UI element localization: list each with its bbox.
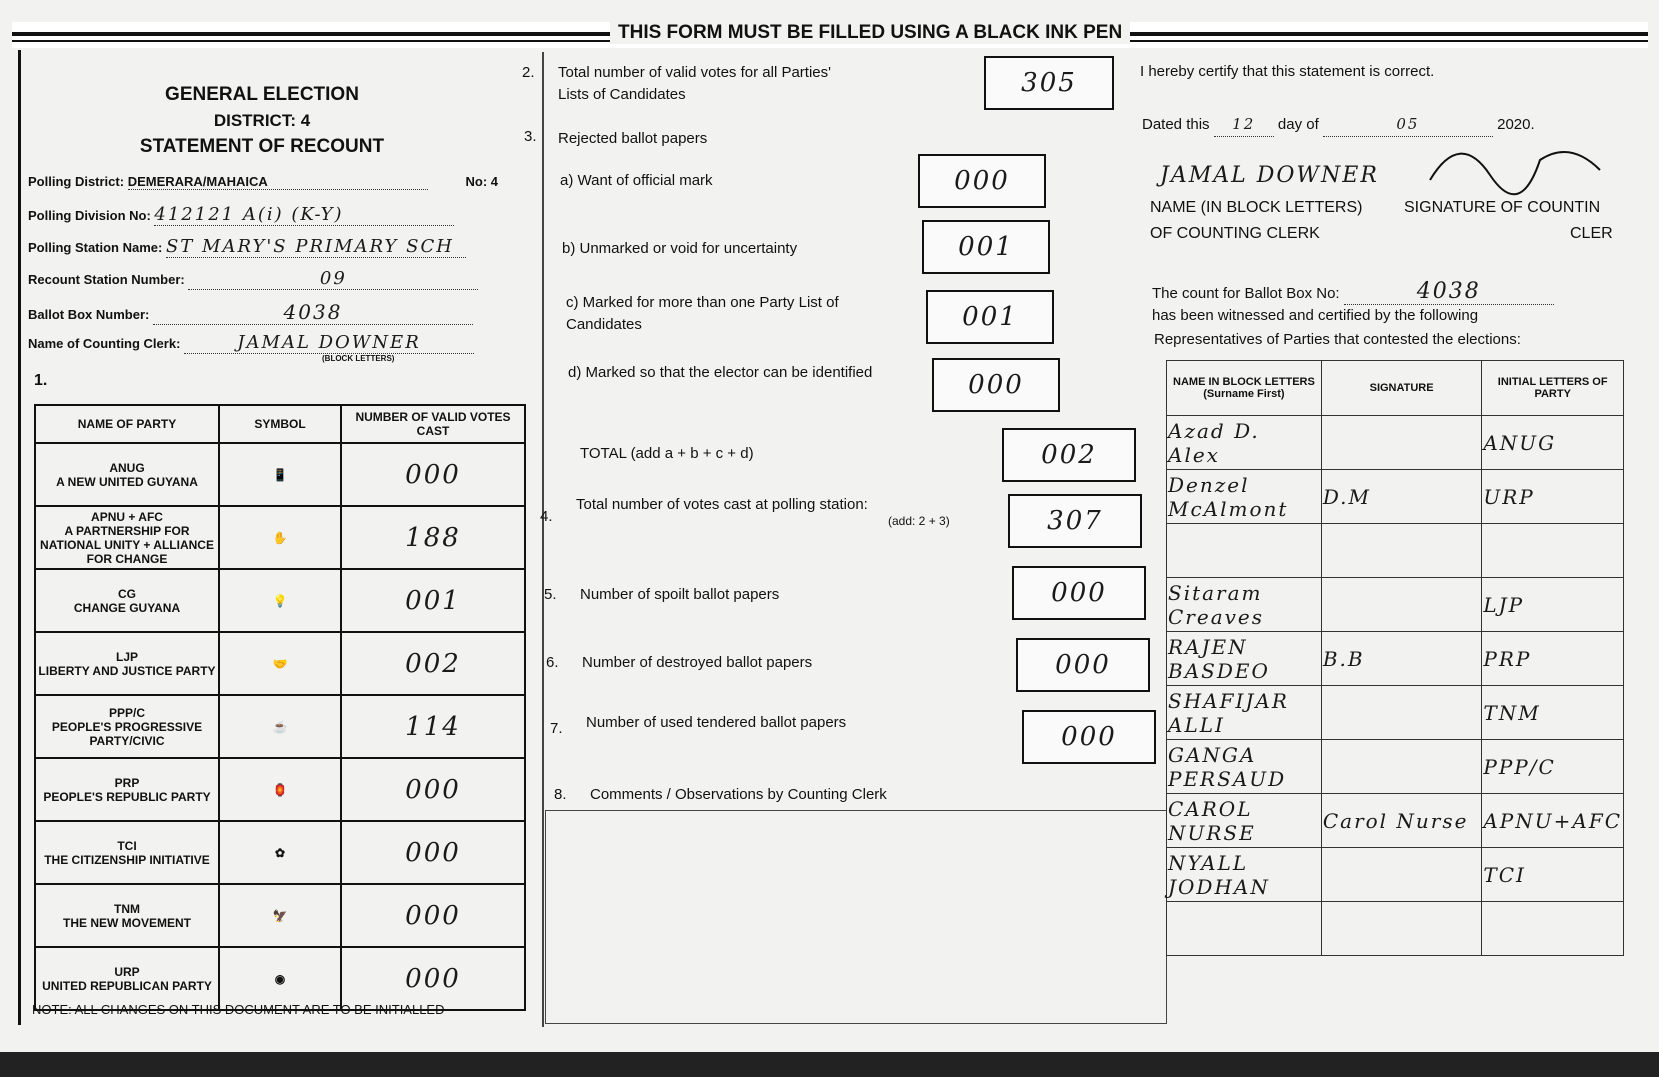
counting-clerk-value[interactable]: JAMAL DOWNER (184, 332, 474, 354)
witness-signature[interactable] (1321, 902, 1482, 956)
party-votes[interactable]: 188 (341, 506, 525, 569)
party-row (35, 569, 525, 632)
party-name-cell (35, 947, 219, 1010)
party-code: CG (118, 586, 136, 601)
banner-text: THIS FORM MUST BE FILLED USING A BLACK INK PEN (610, 22, 1130, 44)
q3c-text: c) Marked for more than one Party List of Candidates (566, 294, 839, 333)
q6-text: Number of destroyed ballot papers (582, 654, 813, 671)
count-box-row: The count for Ballot Box No: 4038 (1152, 280, 1554, 306)
witness-header-signature: SIGNATURE (1321, 361, 1482, 416)
party-row (35, 695, 525, 758)
party-code: TCI (117, 838, 137, 853)
flower-icon: ✿ (219, 821, 341, 884)
witness-name[interactable] (1167, 902, 1322, 956)
witness-party[interactable]: ANUG (1482, 416, 1624, 470)
recount-station-value[interactable]: 09 (188, 268, 478, 290)
phone-icon: 📱 (219, 443, 341, 506)
witness-name[interactable]: SHAFIJAR ALLI (1167, 686, 1322, 740)
q3a-text: a) Want of official mark (560, 172, 713, 189)
witness-name[interactable]: CAROL NURSE (1167, 794, 1322, 848)
witness-name[interactable]: Azad D. Alex (1167, 416, 1322, 470)
polling-station-value[interactable]: ST MARY'S PRIMARY SCH (166, 236, 466, 258)
party-code: ANUG (109, 460, 145, 475)
eagle-icon: 🦅 (219, 884, 341, 947)
q3b-value-box[interactable]: 001 (922, 220, 1050, 274)
party-row (35, 947, 525, 1010)
polling-station-row: Polling Station Name: ST MARY'S PRIMARY SCH (28, 236, 466, 258)
party-name: A PARTNERSHIP FOR NATIONAL UNITY + ALLIANCE FOR CHANGE (40, 523, 214, 566)
witness-signature[interactable] (1321, 848, 1482, 902)
clerk-signature (1420, 120, 1610, 200)
q2-text: Total number of valid votes for all Parties' Lists of Candidates (558, 64, 831, 103)
party-name: THE CITIZENSHIP INITIATIVE (44, 852, 210, 867)
q2-value-box[interactable]: 305 (984, 56, 1114, 110)
lantern-icon: 🏮 (219, 758, 341, 821)
title-line-3: STATEMENT OF RECOUNT (139, 136, 385, 157)
party-row (35, 821, 525, 884)
polling-division-row: Polling Division No: 412121 A(i) (K-Y) (28, 204, 454, 226)
party-votes[interactable]: 000 (341, 947, 525, 1010)
name-label: NAME (IN BLOCK LETTERS) (1150, 199, 1363, 216)
party-name: PEOPLE'S REPUBLIC PARTY (43, 789, 211, 804)
party-name-cell (35, 758, 219, 821)
q5-value-box[interactable]: 000 (1012, 566, 1146, 620)
witness-signature[interactable]: D.M (1321, 470, 1482, 524)
party-name-cell (35, 632, 219, 695)
witness-row (1167, 902, 1624, 956)
recount-station-row: Recount Station Number: 09 (28, 268, 478, 290)
witness-party[interactable]: TCI (1482, 848, 1624, 902)
q8-text: Comments / Observations by Counting Clerk (590, 786, 887, 803)
witness-signature[interactable]: B.B (1321, 632, 1482, 686)
witness-signature[interactable] (1321, 740, 1482, 794)
witness-signature[interactable] (1321, 578, 1482, 632)
party-name-cell (35, 884, 219, 947)
q2-number: 2. (522, 64, 535, 81)
party-row (35, 632, 525, 695)
count-box-value[interactable]: 4038 (1344, 280, 1554, 305)
q3b-text: b) Unmarked or void for uncertainty (562, 240, 798, 257)
hand-key-icon: ✋ (219, 506, 341, 569)
witness-row (1167, 416, 1624, 470)
dated-row: Dated this 12 day of 05 2020. (1142, 112, 1535, 137)
party-code: LJP (115, 649, 138, 664)
block-letters-hint: (BLOCK LETTERS) (322, 354, 395, 363)
ballot-box-value[interactable]: 4038 (153, 300, 473, 325)
party-code: URP (114, 964, 140, 979)
witness-row (1167, 794, 1624, 848)
party-votes[interactable]: 001 (341, 569, 525, 632)
signature-label: SIGNATURE OF COUNTIN (1404, 199, 1601, 216)
party-name-cell (35, 443, 219, 506)
party-name-cell (35, 569, 219, 632)
party-code: PPP/C (108, 705, 145, 720)
party-name: LIBERTY AND JUSTICE PARTY (38, 663, 216, 678)
q6-value-box[interactable]: 000 (1016, 638, 1150, 692)
party-name: PEOPLE'S PROGRESSIVE PARTY/CIVIC (51, 719, 203, 748)
q8-number: 8. (554, 786, 567, 803)
party-votes-table (34, 404, 526, 1011)
witness-header-name: NAME IN BLOCK LETTERS (Surname First) (1167, 361, 1322, 416)
section-1-number: 1. (34, 372, 48, 389)
witness-name[interactable]: GANGA PERSAUD (1167, 740, 1322, 794)
q3c-value-box[interactable]: 001 (926, 290, 1054, 344)
col-header-party: NAME OF PARTY (35, 405, 219, 443)
counting-clerk-row: Name of Counting Clerk: JAMAL DOWNER (28, 332, 474, 354)
bottom-edge (0, 1052, 1659, 1077)
party-row (35, 758, 525, 821)
witness-party[interactable]: TNM (1482, 686, 1624, 740)
top-banner (12, 22, 1648, 48)
witness-name[interactable]: RAJEN BASDEO (1167, 632, 1322, 686)
party-row (35, 443, 525, 506)
party-name: UNITED REPUBLICAN PARTY (42, 978, 212, 993)
left-column (22, 52, 544, 1027)
certify-text: I hereby certify that this statement is correct. (1140, 63, 1435, 80)
q7-value-box[interactable]: 000 (1022, 710, 1156, 764)
polling-district-row: Polling District: DEMERARA/MAHAICA No: 4 (28, 174, 498, 189)
q5-number: 5. (544, 586, 557, 603)
handshake-icon: 🤝 (219, 632, 341, 695)
witness-name[interactable]: NYALL JODHAN (1167, 848, 1322, 902)
witness-signature[interactable] (1321, 416, 1482, 470)
witness-row (1167, 686, 1624, 740)
party-votes[interactable]: 002 (341, 632, 525, 695)
witness-party[interactable]: LJP (1482, 578, 1624, 632)
ballot-box-row: Ballot Box Number: 4038 (28, 300, 473, 325)
q3d-value-box[interactable]: 000 (932, 358, 1060, 412)
cup-icon: ☕ (219, 695, 341, 758)
of-clerk-label: OF COUNTING CLERK (1150, 225, 1320, 242)
q3-text: Rejected ballot papers (558, 130, 708, 147)
witness-row (1167, 740, 1624, 794)
party-votes[interactable]: 000 (341, 884, 525, 947)
signature-label-2: CLER (1570, 225, 1613, 242)
witness-row (1167, 470, 1624, 524)
party-row (35, 884, 525, 947)
witness-party[interactable]: URP (1482, 470, 1624, 524)
witness-name[interactable]: Denzel McAlmont (1167, 470, 1322, 524)
q4-add-hint: (add: 2 + 3) (888, 514, 950, 528)
witness-name[interactable]: Sitaram Creaves (1167, 578, 1322, 632)
month-value[interactable]: 05 (1323, 112, 1493, 137)
witness-row (1167, 524, 1624, 578)
emblem-icon: ◉ (219, 947, 341, 1010)
witness-table (1166, 360, 1624, 956)
witness-party[interactable] (1482, 524, 1624, 578)
q7-text: Number of used tendered ballot papers (586, 714, 847, 731)
party-code: APNU + AFC (91, 509, 163, 524)
q3-number: 3. (524, 128, 537, 145)
comments-box[interactable] (545, 810, 1167, 1024)
q3a-value-box[interactable]: 000 (918, 154, 1046, 208)
reps-text: Representatives of Parties that contested the elections: (1154, 331, 1521, 348)
party-votes[interactable]: 000 (341, 758, 525, 821)
witness-party[interactable]: APNU+AFC (1482, 794, 1624, 848)
witness-header-party: INITIAL LETTERS OF PARTY (1482, 361, 1624, 416)
q5-text: Number of spoilt ballot papers (580, 586, 780, 603)
note-text: NOTE: ALL CHANGES ON THIS DOCUMENT ARE TO BE INITIALLED (32, 1002, 445, 1017)
title-line-1: GENERAL ELECTION (165, 84, 359, 105)
party-row (35, 506, 525, 569)
witness-party[interactable] (1482, 902, 1624, 956)
witness-name[interactable] (1167, 524, 1322, 578)
party-name-cell (35, 506, 219, 569)
party-name-cell (35, 821, 219, 884)
party-code: TNM (114, 901, 140, 916)
party-name: A NEW UNITED GUYANA (56, 474, 198, 489)
total-value-box[interactable]: 002 (1002, 428, 1136, 482)
day-value[interactable]: 12 (1214, 112, 1274, 137)
witness-party[interactable]: PRP (1482, 632, 1624, 686)
title-line-2: DISTRICT: 4 (213, 111, 311, 130)
clerk-name-handwritten[interactable]: JAMAL DOWNER (1160, 163, 1379, 188)
party-votes[interactable]: 114 (341, 695, 525, 758)
col-header-votes: NUMBER OF VALID VOTES CAST (341, 405, 525, 443)
witness-party[interactable]: PPP/C (1482, 740, 1624, 794)
party-name: CHANGE GUYANA (73, 600, 181, 615)
q4-number: 4. (540, 508, 553, 525)
witness-signature[interactable]: Carol Nurse (1321, 794, 1482, 848)
party-code: PRP (114, 775, 140, 790)
polling-district-value[interactable]: DEMERARA/MAHAICA (128, 174, 428, 190)
col-header-symbol: SYMBOL (219, 405, 341, 443)
party-votes[interactable]: 000 (341, 443, 525, 506)
witness-signature[interactable] (1321, 686, 1482, 740)
q6-number: 6. (546, 654, 559, 671)
party-name: THE NEW MOVEMENT (63, 915, 191, 930)
title-block (22, 82, 502, 160)
polling-division-value[interactable]: 412121 A(i) (K-Y) (154, 204, 454, 226)
witnessed-text: has been witnessed and certified by the following (1152, 307, 1479, 324)
party-name-cell (35, 695, 219, 758)
party-votes[interactable]: 000 (341, 821, 525, 884)
q7-number: 7. (550, 720, 563, 737)
witness-row (1167, 578, 1624, 632)
q4-text: Total number of votes cast at polling station: (576, 496, 868, 513)
witness-signature[interactable] (1321, 524, 1482, 578)
witness-row (1167, 848, 1624, 902)
q3d-text: d) Marked so that the elector can be identified (568, 364, 873, 381)
lightbulb-icon: 💡 (219, 569, 341, 632)
witness-row (1167, 632, 1624, 686)
q4-value-box[interactable]: 307 (1008, 494, 1142, 548)
total-text: TOTAL (add a + b + c + d) (580, 445, 754, 462)
